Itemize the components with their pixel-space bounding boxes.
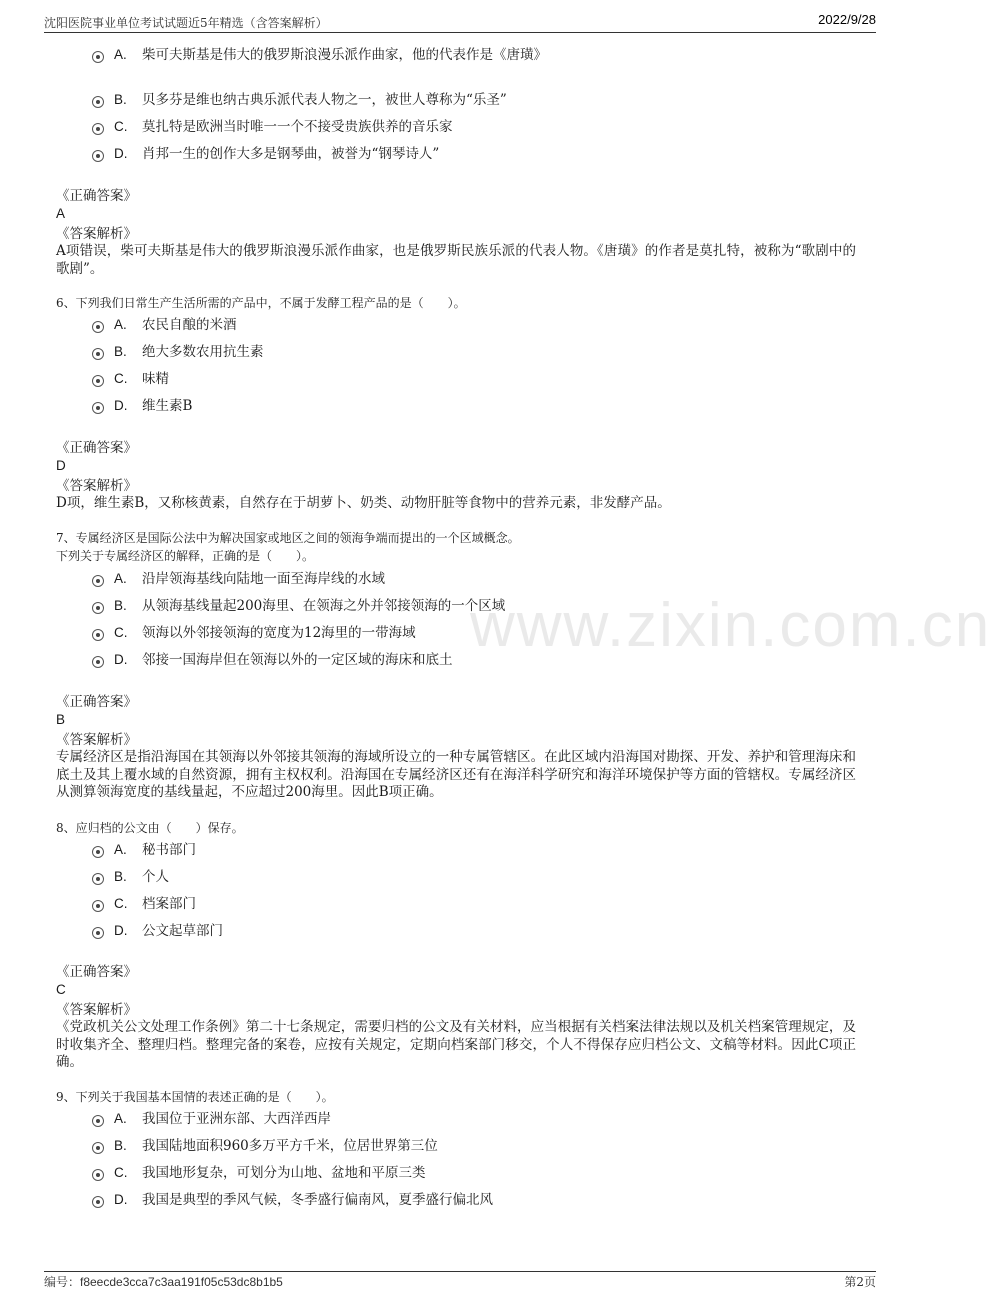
q9-question: 9、下列关于我国基本国情的表述正确的是（ ）。 [56, 1090, 334, 1104]
radio-icon[interactable] [92, 602, 104, 614]
page-header [44, 12, 876, 33]
q7-question-line2: 下列关于专属经济区的解释，正确的是（ ）。 [56, 549, 315, 563]
q8-question: 8、应归档的公文由（ ）保存。 [56, 821, 244, 835]
q7-answer: B [56, 712, 66, 727]
q8-explanation: 《党政机关公文处理工作条例》第二十七条规定，需要归档的公文及有关材料，应当根据有关档案法律法规以及机关档案管理规定，及时收集齐全、整理归档。整理完备的案卷，应按有关规定，定期向档案部门移交，个人不得保存应归档公文、文稿等材料。因此C项正确。 [56, 1019, 856, 1070]
q6-answer: D [56, 458, 66, 473]
q7-explanation: 专属经济区是指沿海国在其领海以外邻接其领海的海域所设立的一种专属管辖区。在此区域内沿海国对勘探、开发、养护和管理海床和底土及其上覆水域的自然资源，拥有主权权利。沿海国在专属经济区还有在海洋科学研究和海洋环境保护等方面的管辖权。专属经济区从测算领海宽度的基线量起，不应超过200海里。因此B项正确。 [56, 749, 856, 800]
q5-explain-label: 《答案解析》 [56, 226, 137, 242]
document-date: 2022/9/28 [818, 12, 876, 27]
q5-answer: A [56, 206, 66, 221]
radio-icon[interactable] [92, 846, 104, 858]
radio-icon[interactable] [92, 1169, 104, 1181]
q5-explanation: A项错误，柴可夫斯基是伟大的俄罗斯浪漫乐派作曲家，也是俄罗斯民族乐派的代表人物。《唐璜》的作者是莫扎特，被称为“歌剧中的歌剧”。 [56, 243, 856, 277]
radio-icon[interactable] [92, 1142, 104, 1154]
radio-icon[interactable] [92, 575, 104, 587]
q7-answer-label: 《正确答案》 [56, 694, 137, 710]
radio-icon[interactable] [92, 873, 104, 885]
radio-icon[interactable] [92, 629, 104, 641]
document-code: 编号：f8eecde3cca7c3aa191f05c53dc8b1b5 [44, 1275, 283, 1289]
q8-explain-label: 《答案解析》 [56, 1002, 137, 1018]
radio-icon[interactable] [92, 96, 104, 108]
radio-icon[interactable] [92, 900, 104, 912]
q6-answer-label: 《正确答案》 [56, 440, 137, 456]
radio-icon[interactable] [92, 375, 104, 387]
page-footer [44, 1271, 876, 1292]
radio-icon[interactable] [92, 150, 104, 162]
radio-icon[interactable] [92, 927, 104, 939]
q7-question-line1: 7、专属经济区是国际公法中为解决国家或地区之间的领海争端而提出的一个区域概念。 [56, 531, 520, 545]
radio-icon[interactable] [92, 51, 104, 63]
radio-icon[interactable] [92, 123, 104, 135]
q7-explain-label: 《答案解析》 [56, 732, 137, 748]
q8-answer-label: 《正确答案》 [56, 964, 137, 980]
q6-explain-label: 《答案解析》 [56, 478, 137, 494]
q6-explanation: D项，维生素B，又称核黄素，自然存在于胡萝卜、奶类、动物肝脏等食物中的营养元素，非发酵产品。 [56, 495, 671, 511]
radio-icon[interactable] [92, 402, 104, 414]
q6-question: 6、下列我们日常生产生活所需的产品中，不属于发酵工程产品的是（ ）。 [56, 296, 466, 310]
radio-icon[interactable] [92, 1196, 104, 1208]
radio-icon[interactable] [92, 348, 104, 360]
q5-answer-label: 《正确答案》 [56, 188, 137, 204]
page-number: 第2页 [844, 1275, 876, 1289]
q8-answer: C [56, 982, 66, 997]
document-title: 沈阳医院事业单位考试试题近5年精选（含答案解析） [44, 16, 328, 30]
radio-icon[interactable] [92, 1115, 104, 1127]
watermark: www.zixin.com.cn [470, 591, 991, 660]
radio-icon[interactable] [92, 656, 104, 668]
radio-icon[interactable] [92, 321, 104, 333]
